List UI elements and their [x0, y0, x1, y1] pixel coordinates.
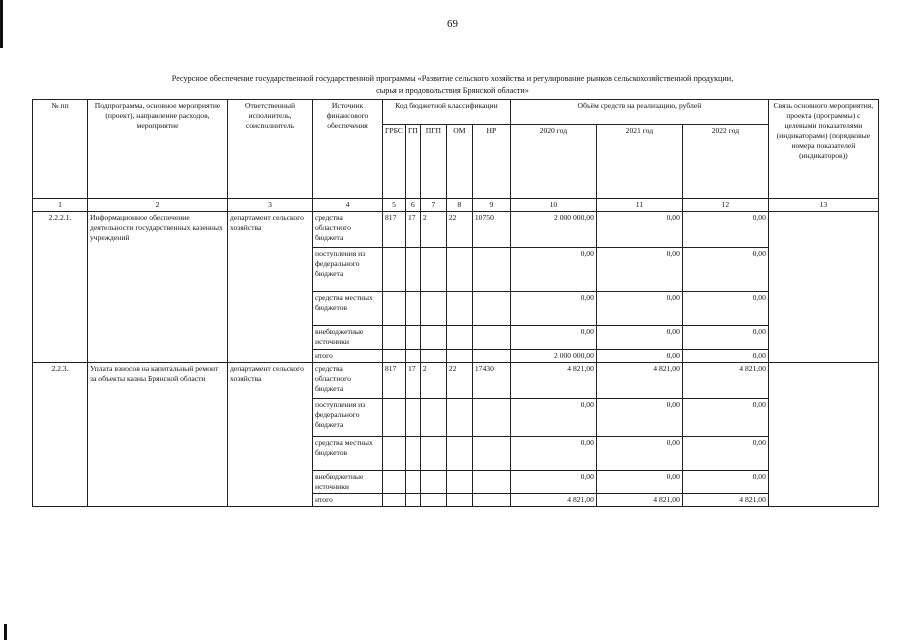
nr-cell: [472, 350, 510, 363]
amount-2021: 0,00: [596, 471, 682, 494]
amount-2021: 0,00: [596, 399, 682, 437]
item-responsible: департамент сельского хозяйства: [228, 212, 313, 363]
nr-cell: [472, 399, 510, 437]
grbs-cell: [383, 350, 406, 363]
source-cell: средства местных бюджетов: [313, 292, 383, 326]
amount-2020: 0,00: [510, 471, 596, 494]
grbs-cell: [383, 399, 406, 437]
grbs-cell: [383, 437, 406, 471]
om-cell: 22: [446, 212, 472, 248]
item-number: 2.2.3.: [33, 363, 88, 507]
col-number: 7: [420, 199, 446, 212]
om-cell: [446, 292, 472, 326]
gp-cell: [406, 437, 421, 471]
amount-2021: 0,00: [596, 350, 682, 363]
amount-2020: 0,00: [510, 399, 596, 437]
pgp-cell: [420, 399, 446, 437]
header-om: ОМ: [446, 125, 472, 199]
header-2022: 2022 год: [682, 125, 768, 199]
nr-cell: [472, 326, 510, 350]
amount-2020: 0,00: [510, 292, 596, 326]
pgp-cell: 2: [420, 212, 446, 248]
title-line-2: сырья и продовольствия Брянской области»: [376, 86, 529, 95]
item-number: 2.2.2.1.: [33, 212, 88, 363]
col-number: 9: [472, 199, 510, 212]
gp-cell: [406, 471, 421, 494]
header-grbs: ГРБС: [383, 125, 406, 199]
amount-2022: 0,00: [682, 399, 768, 437]
header-npp: № пп: [33, 100, 88, 199]
amount-2022: 0,00: [682, 437, 768, 471]
header-budget-code: Код бюджетной классификации: [383, 100, 511, 125]
nr-cell: 17430: [472, 363, 510, 399]
col-number: 11: [596, 199, 682, 212]
nr-cell: [472, 494, 510, 507]
pgp-cell: [420, 350, 446, 363]
link-cell: [768, 212, 878, 363]
header-2021: 2021 год: [596, 125, 682, 199]
col-number: 5: [383, 199, 406, 212]
amount-2022: 4 821,00: [682, 494, 768, 507]
pgp-cell: [420, 471, 446, 494]
title-line-1: Ресурсное обеспечение государственной государственной программы «Развитие сельского хозяйства и регулирование рынков сельскохозяйственной продукции,: [171, 74, 734, 83]
header-nr: НР: [472, 125, 510, 199]
gp-cell: [406, 292, 421, 326]
header-link: Связь основного мероприятия, проекта (программы) с целевыми показателями (индикаторами) (порядковые номера показателей (индикаторов)): [768, 100, 878, 199]
pgp-cell: [420, 292, 446, 326]
amount-2022: 0,00: [682, 471, 768, 494]
nr-cell: [472, 292, 510, 326]
nr-cell: [472, 437, 510, 471]
amount-2022: 0,00: [682, 292, 768, 326]
col-number: 2: [88, 199, 228, 212]
col-number: 10: [510, 199, 596, 212]
amount-2020: 2 000 000,00: [510, 212, 596, 248]
gp-cell: [406, 350, 421, 363]
amount-2022: 0,00: [682, 326, 768, 350]
pgp-cell: [420, 494, 446, 507]
amount-2020: 2 000 000,00: [510, 350, 596, 363]
amount-2022: 4 821,00: [682, 363, 768, 399]
nr-cell: [472, 471, 510, 494]
source-cell: поступления из федерального бюджета: [313, 248, 383, 292]
header-2020: 2020 год: [510, 125, 596, 199]
nr-cell: 10750: [472, 212, 510, 248]
om-cell: [446, 326, 472, 350]
item-name: Уплата взносов на капитальный ремонт за объекты казны Брянской области: [88, 363, 228, 507]
grbs-cell: 817: [383, 212, 406, 248]
amount-2020: 0,00: [510, 437, 596, 471]
gp-cell: [406, 248, 421, 292]
source-cell: итого: [313, 350, 383, 363]
pgp-cell: [420, 326, 446, 350]
om-cell: [446, 471, 472, 494]
header-gp: ГП: [406, 125, 421, 199]
header-volume: Объём средств на реализацию, рублей: [510, 100, 768, 125]
table-row: [33, 212, 879, 248]
grbs-cell: [383, 494, 406, 507]
gp-cell: 17: [406, 363, 421, 399]
col-number: 6: [406, 199, 421, 212]
header-pgp: ПГП: [420, 125, 446, 199]
source-cell: средства областного бюджета: [313, 363, 383, 399]
column-number-row: [33, 199, 879, 212]
scan-edge-mark-bottom: [4, 624, 7, 640]
amount-2021: 0,00: [596, 437, 682, 471]
source-cell: внебюджетные источники: [313, 471, 383, 494]
header-subprogram: Подпрограмма, основное мероприятие (проект), направление расходов, мероприятие: [88, 100, 228, 199]
amount-2021: 0,00: [596, 248, 682, 292]
grbs-cell: 817: [383, 363, 406, 399]
source-cell: итого: [313, 494, 383, 507]
col-number: 4: [313, 199, 383, 212]
om-cell: [446, 399, 472, 437]
header-responsible: Ответственный исполнитель, соисполнитель: [228, 100, 313, 199]
gp-cell: [406, 326, 421, 350]
header-source: Источник финансового обеспечения: [313, 100, 383, 199]
table-body: [33, 212, 879, 507]
source-cell: средства местных бюджетов: [313, 437, 383, 471]
pgp-cell: 2: [420, 363, 446, 399]
om-cell: 22: [446, 363, 472, 399]
amount-2022: 0,00: [682, 350, 768, 363]
amount-2021: 0,00: [596, 292, 682, 326]
gp-cell: 17: [406, 212, 421, 248]
grbs-cell: [383, 292, 406, 326]
nr-cell: [472, 248, 510, 292]
document-title: [40, 73, 865, 97]
header-row-1: [33, 100, 879, 125]
gp-cell: [406, 399, 421, 437]
amount-2020: 4 821,00: [510, 363, 596, 399]
grbs-cell: [383, 471, 406, 494]
amount-2021: 4 821,00: [596, 494, 682, 507]
gp-cell: [406, 494, 421, 507]
amount-2021: 4 821,00: [596, 363, 682, 399]
table-row: [33, 363, 879, 399]
om-cell: [446, 494, 472, 507]
col-number: 12: [682, 199, 768, 212]
source-cell: внебюджетные источники: [313, 326, 383, 350]
pgp-cell: [420, 437, 446, 471]
grbs-cell: [383, 326, 406, 350]
col-number: 8: [446, 199, 472, 212]
item-responsible: департамент сельского хозяйства: [228, 363, 313, 507]
grbs-cell: [383, 248, 406, 292]
resource-table: [32, 99, 879, 507]
amount-2021: 0,00: [596, 212, 682, 248]
amount-2020: 4 821,00: [510, 494, 596, 507]
link-cell: [768, 363, 878, 507]
om-cell: [446, 350, 472, 363]
page-number: 69: [447, 18, 458, 30]
col-number: 1: [33, 199, 88, 212]
amount-2020: 0,00: [510, 248, 596, 292]
source-cell: средства областного бюджета: [313, 212, 383, 248]
item-name: Информационное обеспечение деятельности государственных казенных учреждений: [88, 212, 228, 363]
om-cell: [446, 437, 472, 471]
col-number: 3: [228, 199, 313, 212]
pgp-cell: [420, 248, 446, 292]
source-cell: поступления из федерального бюджета: [313, 399, 383, 437]
amount-2021: 0,00: [596, 326, 682, 350]
om-cell: [446, 248, 472, 292]
amount-2022: 0,00: [682, 212, 768, 248]
col-number: 13: [768, 199, 878, 212]
amount-2022: 0,00: [682, 248, 768, 292]
amount-2020: 0,00: [510, 326, 596, 350]
